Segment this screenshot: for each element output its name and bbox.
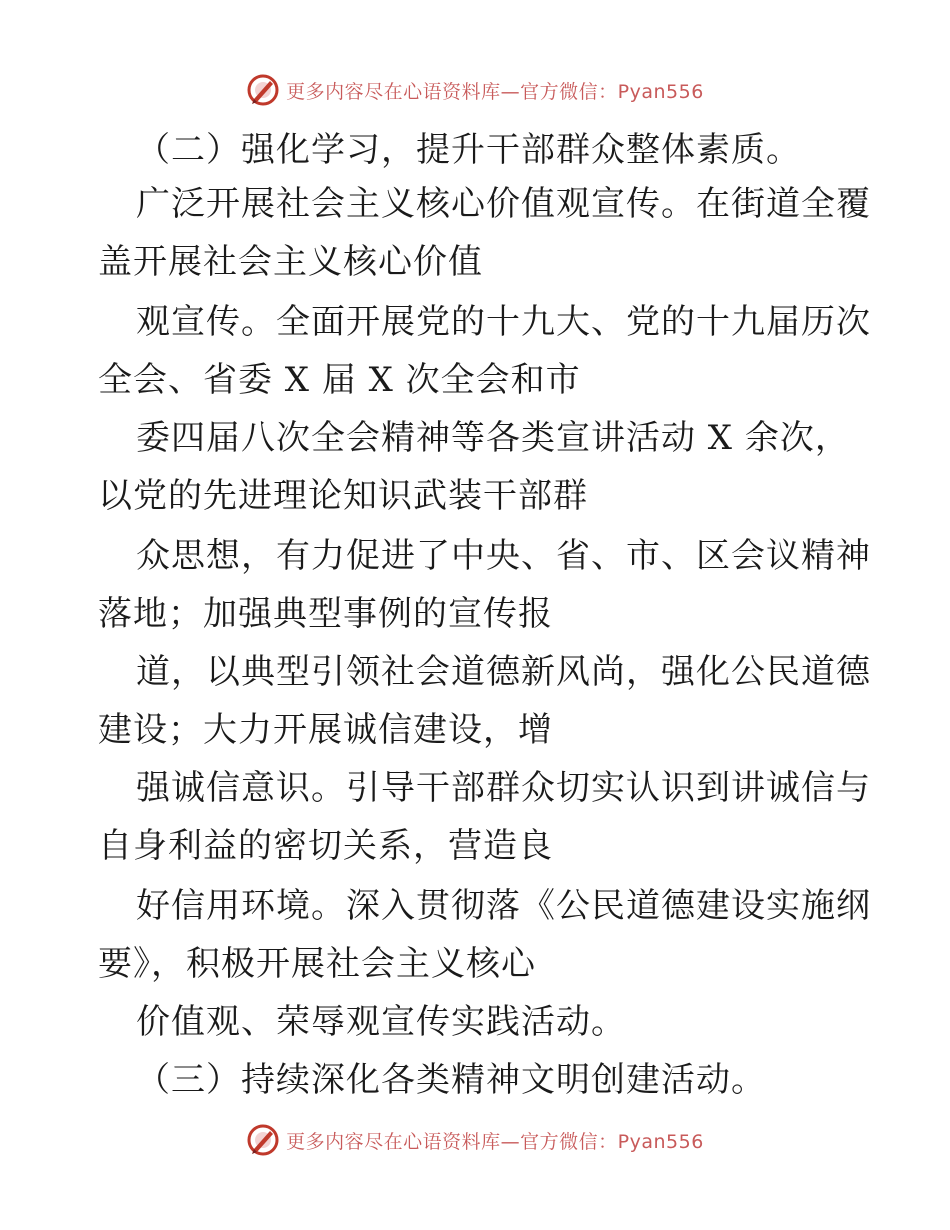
paragraph-line: 建设；大力开展诚信建设，增 bbox=[98, 710, 553, 750]
pen-logo-icon bbox=[246, 1123, 280, 1157]
section-heading-two: （二）强化学习，提升干部群众整体素质。 bbox=[136, 130, 801, 170]
paragraph-line: 以党的先进理论知识武装干部群 bbox=[98, 476, 588, 516]
paragraph-line: 强诚信意识。引导干部群众切实认识到讲诚信与 bbox=[136, 768, 871, 808]
paragraph-line: 价值观、荣辱观宣传实践活动。 bbox=[136, 1002, 626, 1042]
paragraph-line: 众思想，有力促进了中央、省、市、区会议精神 bbox=[136, 536, 871, 576]
watermark-label: 更多内容尽在心语资料库—官方微信： bbox=[286, 1130, 618, 1153]
paragraph-line: 道，以典型引领社会道德新风尚，强化公民道德 bbox=[136, 652, 871, 692]
paragraph-line: 自身利益的密切关系，营造良 bbox=[98, 826, 553, 866]
watermark-text bbox=[286, 1127, 704, 1154]
paragraph-line: 好信用环境。深入贯彻落《公民道德建设实施纲 bbox=[136, 886, 871, 926]
section-heading-three: （三）持续深化各类精神文明创建活动。 bbox=[136, 1060, 766, 1100]
paragraph-line: 落地；加强典型事例的宣传报 bbox=[98, 594, 553, 634]
pen-logo-icon bbox=[246, 73, 280, 107]
paragraph-line: 观宣传。全面开展党的十九大、党的十九届历次 bbox=[136, 302, 871, 342]
paragraph-line: 委四届八次全会精神等各类宣讲活动 X 余次， bbox=[136, 418, 850, 458]
watermark-text bbox=[286, 77, 704, 104]
paragraph-line: 广泛开展社会主义核心价值观宣传。在街道全覆 bbox=[136, 184, 871, 224]
paragraph-line: 盖开展社会主义核心价值 bbox=[98, 242, 483, 282]
watermark-label: 更多内容尽在心语资料库—官方微信： bbox=[286, 80, 618, 103]
watermark-wechat-id: Pyan556 bbox=[617, 1130, 704, 1153]
watermark-wechat-id: Pyan556 bbox=[617, 80, 704, 103]
paragraph-line: 要》，积极开展社会主义核心 bbox=[98, 944, 536, 984]
footer-watermark bbox=[0, 1120, 950, 1160]
header-watermark bbox=[0, 70, 950, 110]
paragraph-line: 全会、省委 X 届 X 次全会和市 bbox=[98, 360, 581, 400]
